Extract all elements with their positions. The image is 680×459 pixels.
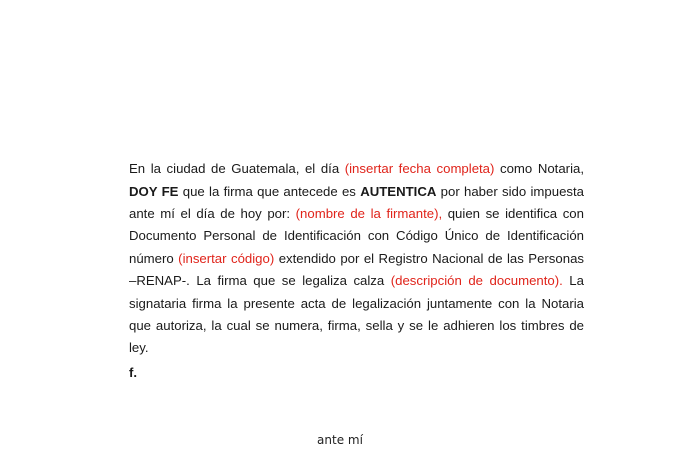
autentica-emphasis: AUTENTICA [360,183,437,199]
text-run: La signataria firma la presente acta de legalización juntamente con la Notaria que autoriza, la cual se numera, firma, sella y se le adhieren los timbres de ley. [129,273,584,356]
placeholder-signer-name: (nombre de la firmante), [295,206,443,221]
placeholder-document-description: (descripción de documento). [390,273,563,289]
text-run: En la ciudad de Guatemala, el día [129,161,345,177]
placeholder-date: (insertar fecha completa) [344,161,495,177]
placeholder-code: (insertar código) [178,250,275,266]
text-run: por haber sido impuesta ante mí el día de hoy por: [129,183,584,221]
doy-fe-emphasis: DOY FE [129,183,179,199]
text-run: quien se identifica con Documento Personal de Identificación con Código Único de Identificación número [129,206,584,266]
text-run: como Notaria, [494,161,584,177]
legalization-paragraph [129,158,584,360]
footer-text: ante mí [317,433,363,447]
text-run: extendido por el Registro Nacional de las Personas –RENAP-. La firma que se legaliza calza [129,250,584,289]
signature-mark: f. [129,365,138,380]
text-run: que la firma que antecede es [178,183,361,199]
